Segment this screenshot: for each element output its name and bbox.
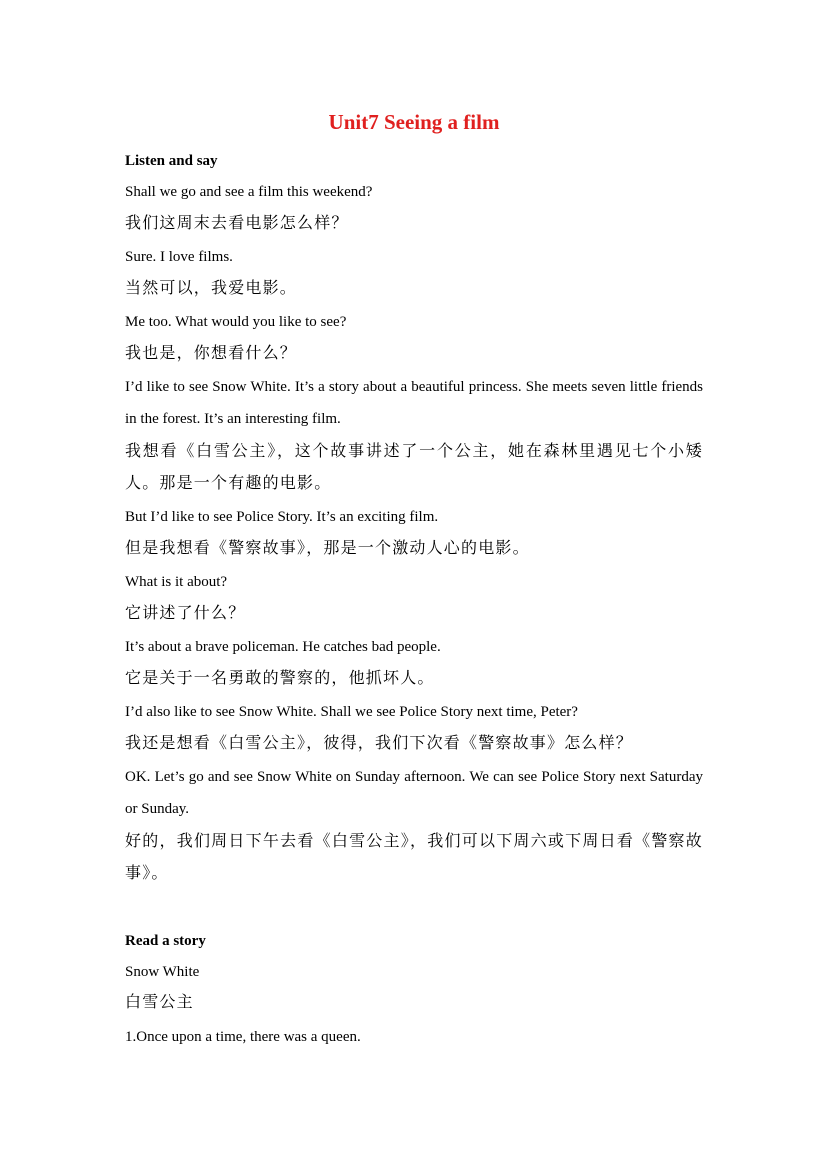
dialogue-line-zh: 我也是，你想看什么？ — [125, 343, 298, 362]
dialogue-line-zh: 我还是想看《白雪公主》，彼得，我们下次看《警察故事》怎么样？ — [125, 733, 634, 752]
dialogue-line-zh: 好的，我们周日下午去看《白雪公主》，我们可以下周六或下周日看《警察故事》。 — [125, 831, 703, 882]
dialogue-line-en: But I’d like to see Police Story. It’s an exciting film. — [125, 509, 439, 525]
dialogue-line-zh: 它是关于一名勇敢的警察的，他抓坏人。 — [125, 668, 435, 687]
story-title-en: Snow White — [125, 964, 200, 980]
dialogue-line-en: I’d also like to see Snow White. Shall we see Police Story next time, Peter? — [125, 704, 578, 720]
dialogue-line-en: It’s about a brave policeman. He catches bad people. — [125, 639, 441, 655]
dialogue-line-en: Shall we go and see a film this weekend? — [125, 184, 373, 200]
dialogue-line-zh: 我们这周末去看电影怎么样？ — [125, 213, 349, 232]
dialogue-line-zh: 它讲述了什么？ — [125, 603, 246, 622]
page-title: Unit7 Seeing a film — [328, 110, 500, 134]
story-sentence: 1.Once upon a time, there was a queen. — [125, 1029, 361, 1045]
dialogue-line-en: Me too. What would you like to see? — [125, 314, 347, 330]
section-heading-listen-and-say: Listen and say — [125, 153, 218, 169]
dialogue-line-en: Sure. I love films. — [125, 249, 233, 265]
dialogue-line-en: I’d like to see Snow White. It’s a story about a beautiful princess. She meets seven little friends in the forest. It’s an interesting film. — [125, 379, 703, 427]
story-title-zh: 白雪公主 — [125, 992, 194, 1011]
dialogue-line-en: What is it about? — [125, 574, 228, 590]
dialogue-line-zh: 当然可以，我爱电影。 — [125, 278, 298, 297]
dialogue-line-zh: 但是我想看《警察故事》，那是一个激动人心的电影。 — [125, 538, 530, 557]
dialogue-line-zh: 我想看《白雪公主》，这个故事讲述了一个公主，她在森林里遇见七个小矮人。那是一个有趣的电影。 — [125, 441, 703, 492]
dialogue-line-en: OK. Let’s go and see Snow White on Sunday afternoon. We can see Police Story next Saturday or Sunday. — [125, 769, 703, 817]
section-heading-read-a-story: Read a story — [125, 933, 206, 949]
